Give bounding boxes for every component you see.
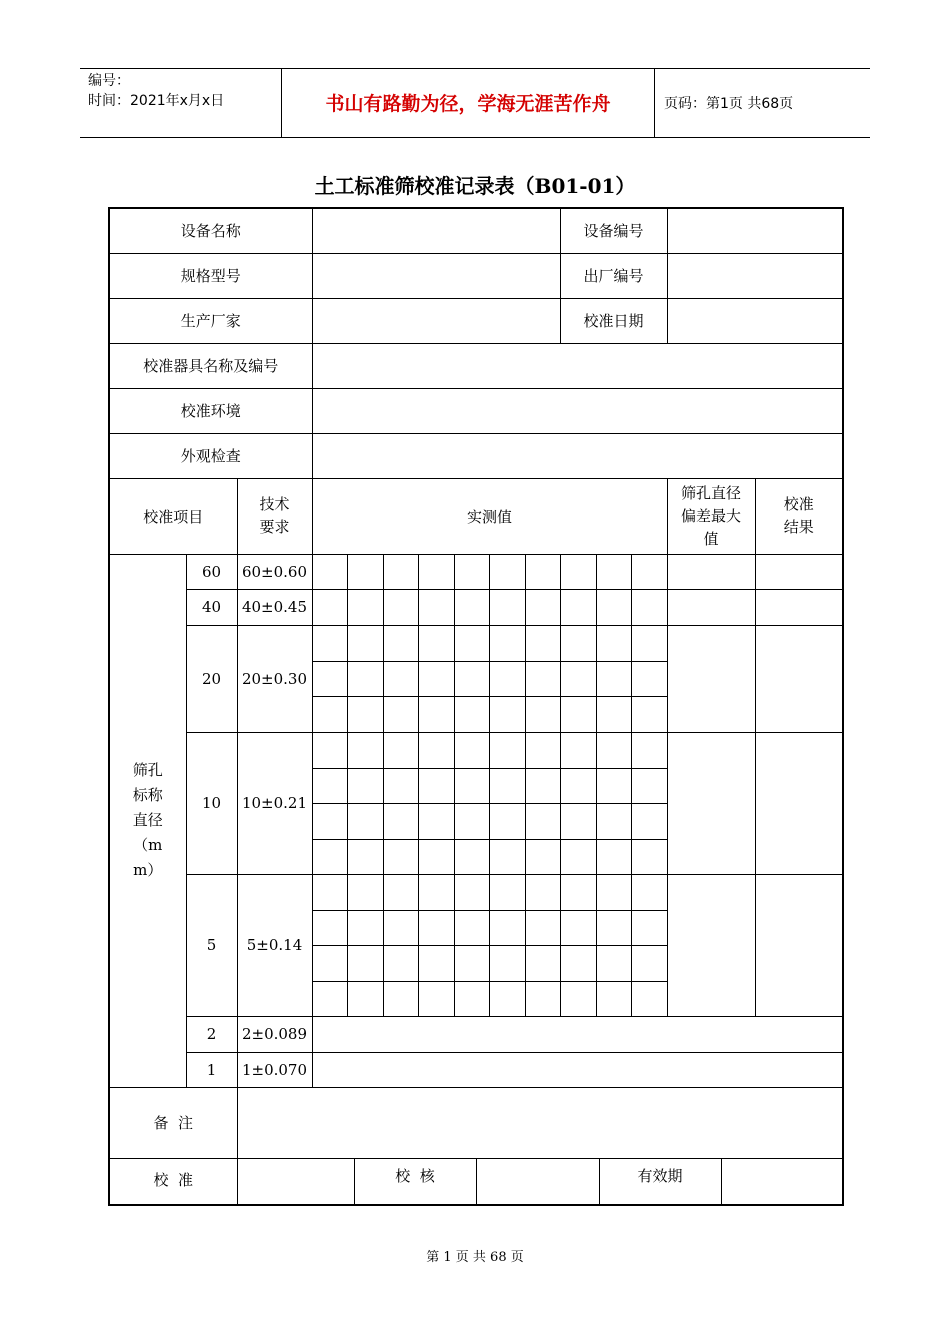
- item-header: 校准项目: [109, 478, 237, 554]
- measured-cell[interactable]: [347, 910, 383, 945]
- page-header: [80, 68, 870, 138]
- measured-cell[interactable]: [418, 768, 454, 803]
- measured-cell[interactable]: [312, 768, 347, 803]
- measured-cell[interactable]: [312, 839, 347, 874]
- sieve-size: 20: [186, 625, 237, 732]
- measured-cell[interactable]: [454, 945, 489, 981]
- result-cell[interactable]: [755, 732, 843, 874]
- measured-cell[interactable]: [312, 554, 347, 589]
- device-name-value[interactable]: [312, 208, 560, 253]
- appearance-value[interactable]: [312, 433, 843, 478]
- validity-label: 有效期: [599, 1159, 721, 1204]
- measured-cell[interactable]: [418, 945, 454, 981]
- sieve-row: [109, 732, 843, 768]
- measured-cell[interactable]: [347, 803, 383, 839]
- environment-label: 校准环境: [109, 388, 312, 433]
- measured-cell[interactable]: [383, 803, 418, 839]
- sieve-row: [109, 1016, 843, 1052]
- measured-cell[interactable]: [525, 554, 560, 589]
- measured-cell[interactable]: [525, 803, 560, 839]
- measured-cell[interactable]: [312, 696, 347, 732]
- measured-cell[interactable]: [418, 981, 454, 1016]
- manufacturer-value[interactable]: [312, 298, 560, 343]
- sieve-value-cell[interactable]: [312, 1052, 843, 1087]
- measured-cell[interactable]: [631, 981, 667, 1016]
- measured-cell[interactable]: [312, 661, 347, 696]
- calibration-table: [108, 207, 844, 1206]
- measured-cell[interactable]: [347, 768, 383, 803]
- result-header: [755, 478, 843, 554]
- measured-cell[interactable]: [347, 625, 383, 661]
- measured-cell[interactable]: [560, 696, 596, 732]
- result-cell[interactable]: [755, 874, 843, 1016]
- measured-cell[interactable]: [383, 945, 418, 981]
- measured-cell[interactable]: [489, 839, 525, 874]
- tech-req-header: [237, 478, 312, 554]
- measured-cell[interactable]: [383, 839, 418, 874]
- deviation-cell[interactable]: [667, 874, 755, 1016]
- measured-cell[interactable]: [596, 839, 631, 874]
- measured-cell[interactable]: [347, 945, 383, 981]
- measured-cell[interactable]: [525, 732, 560, 768]
- signature-subtable: [238, 1159, 843, 1204]
- measured-cell[interactable]: [383, 661, 418, 696]
- measured-cell[interactable]: [347, 589, 383, 625]
- factory-no-value[interactable]: [667, 253, 843, 298]
- measured-cell[interactable]: [312, 981, 347, 1016]
- measured-cell[interactable]: [312, 910, 347, 945]
- sieve-value-cell[interactable]: [312, 1016, 843, 1052]
- sieve-requirement: 40±0.45: [237, 589, 312, 625]
- measured-cell[interactable]: [312, 945, 347, 981]
- measured-cell[interactable]: [383, 910, 418, 945]
- measured-cell[interactable]: [560, 554, 596, 589]
- measured-cell[interactable]: [489, 910, 525, 945]
- measured-cell[interactable]: [383, 696, 418, 732]
- device-no-value[interactable]: [667, 208, 843, 253]
- measured-cell[interactable]: [418, 839, 454, 874]
- measured-cell[interactable]: [525, 839, 560, 874]
- measured-cell[interactable]: [560, 589, 596, 625]
- measured-cell[interactable]: [596, 696, 631, 732]
- instrument-value[interactable]: [312, 343, 843, 388]
- measured-cell[interactable]: [454, 625, 489, 661]
- measured-cell[interactable]: [525, 625, 560, 661]
- measured-cell[interactable]: [454, 874, 489, 910]
- sieve-row: [109, 589, 843, 625]
- measured-cell[interactable]: [596, 625, 631, 661]
- deviation-cell[interactable]: [667, 625, 755, 732]
- measured-cell[interactable]: [525, 910, 560, 945]
- measured-cell[interactable]: [525, 874, 560, 910]
- measured-cell[interactable]: [312, 589, 347, 625]
- measured-cell[interactable]: [525, 589, 560, 625]
- device-name-label: 设备名称: [109, 208, 312, 253]
- measured-cell[interactable]: [383, 874, 418, 910]
- header-meta: [88, 71, 278, 111]
- measured-cell[interactable]: [525, 981, 560, 1016]
- sieve-requirement: 20±0.30: [237, 625, 312, 732]
- measured-cell[interactable]: [418, 803, 454, 839]
- deviation-cell[interactable]: [667, 732, 755, 874]
- measured-cell[interactable]: [454, 803, 489, 839]
- sieve-requirement: 60±0.60: [237, 554, 312, 589]
- result-cell[interactable]: [755, 625, 843, 732]
- measured-cell[interactable]: [525, 768, 560, 803]
- deviation-cell[interactable]: [667, 554, 755, 589]
- measured-cell[interactable]: [596, 589, 631, 625]
- info-row: [109, 298, 843, 343]
- measured-cell[interactable]: [454, 910, 489, 945]
- signature-group: [237, 1158, 843, 1205]
- measured-cell[interactable]: [560, 981, 596, 1016]
- measured-cell[interactable]: [454, 696, 489, 732]
- measured-cell[interactable]: [383, 732, 418, 768]
- calibrate-value[interactable]: [238, 1159, 355, 1204]
- measured-cell[interactable]: [454, 732, 489, 768]
- measured-cell[interactable]: [418, 696, 454, 732]
- measured-cell[interactable]: [631, 554, 667, 589]
- measured-cell[interactable]: [347, 981, 383, 1016]
- check-value[interactable]: [476, 1159, 599, 1204]
- measured-cell[interactable]: [525, 696, 560, 732]
- measured-cell[interactable]: [489, 661, 525, 696]
- sieve-size: 60: [186, 554, 237, 589]
- measured-cell[interactable]: [347, 732, 383, 768]
- measured-cell[interactable]: [489, 768, 525, 803]
- measured-cell[interactable]: [631, 768, 667, 803]
- measured-cell[interactable]: [489, 732, 525, 768]
- factory-no-label: 出厂编号: [560, 253, 667, 298]
- calib-date-value[interactable]: [667, 298, 843, 343]
- measured-cell[interactable]: [312, 732, 347, 768]
- measured-cell[interactable]: [418, 661, 454, 696]
- info-row: [109, 388, 843, 433]
- measured-cell[interactable]: [383, 768, 418, 803]
- measured-cell[interactable]: [631, 803, 667, 839]
- measured-cell[interactable]: [489, 981, 525, 1016]
- measured-cell[interactable]: [596, 554, 631, 589]
- measured-cell[interactable]: [489, 874, 525, 910]
- sieve-size: 40: [186, 589, 237, 625]
- device-no-label: 设备编号: [560, 208, 667, 253]
- sieve-size: 5: [186, 874, 237, 1016]
- environment-value[interactable]: [312, 388, 843, 433]
- result-cell[interactable]: [755, 589, 843, 625]
- sieve-requirement: 2±0.089: [237, 1016, 312, 1052]
- measured-cell[interactable]: [312, 625, 347, 661]
- measured-cell[interactable]: [631, 910, 667, 945]
- measured-cell[interactable]: [596, 732, 631, 768]
- check-label: 校 核: [354, 1159, 476, 1204]
- measured-cell[interactable]: [347, 661, 383, 696]
- info-row: [109, 433, 843, 478]
- sieve-requirement: 5±0.14: [237, 874, 312, 1016]
- sieve-size: 1: [186, 1052, 237, 1087]
- page-footer: 第 1 页 共 68 页: [426, 1250, 524, 1265]
- measured-cell[interactable]: [560, 874, 596, 910]
- measured-cell[interactable]: [560, 803, 596, 839]
- measured-cell[interactable]: [454, 554, 489, 589]
- measured-cell[interactable]: [631, 589, 667, 625]
- spec-model-label: 规格型号: [109, 253, 312, 298]
- measured-cell[interactable]: [418, 910, 454, 945]
- measured-cell[interactable]: [596, 945, 631, 981]
- measured-cell[interactable]: [454, 981, 489, 1016]
- measured-cell[interactable]: [418, 732, 454, 768]
- measured-cell[interactable]: [312, 803, 347, 839]
- validity-value[interactable]: [721, 1159, 842, 1204]
- measured-cell[interactable]: [383, 554, 418, 589]
- measured-cell[interactable]: [560, 768, 596, 803]
- measured-cell[interactable]: [489, 696, 525, 732]
- measured-cell[interactable]: [454, 768, 489, 803]
- signature-row: [109, 1158, 843, 1205]
- remarks-label: 备 注: [109, 1087, 237, 1158]
- sieve-size: 10: [186, 732, 237, 874]
- measured-cell[interactable]: [560, 839, 596, 874]
- measured-cell[interactable]: [596, 910, 631, 945]
- time-label: 时间：2021年x月x日: [88, 93, 225, 109]
- result-cell[interactable]: [755, 554, 843, 589]
- measured-cell[interactable]: [631, 625, 667, 661]
- measured-cell[interactable]: [383, 589, 418, 625]
- sieve-row: [109, 554, 843, 589]
- info-row: [109, 343, 843, 388]
- measured-cell[interactable]: [560, 661, 596, 696]
- header-divider: [654, 69, 655, 137]
- nominal-diameter-text: 筛孔标称直径（mm）: [132, 761, 163, 879]
- measured-cell[interactable]: [383, 625, 418, 661]
- measured-cell[interactable]: [418, 625, 454, 661]
- measured-cell[interactable]: [489, 554, 525, 589]
- measured-cell[interactable]: [631, 874, 667, 910]
- deviation-text: 筛孔直径偏差最大值: [681, 483, 742, 548]
- column-header-row: [109, 478, 843, 554]
- deviation-header: [667, 478, 755, 554]
- measured-cell[interactable]: [454, 661, 489, 696]
- code-label: 编号：: [88, 73, 130, 89]
- calib-date-label: 校准日期: [560, 298, 667, 343]
- measured-cell[interactable]: [525, 661, 560, 696]
- measured-cell[interactable]: [489, 803, 525, 839]
- measured-cell[interactable]: [560, 910, 596, 945]
- tech-req-text: 技术要求: [259, 495, 290, 536]
- measured-cell[interactable]: [347, 554, 383, 589]
- measured-cell[interactable]: [418, 554, 454, 589]
- measured-cell[interactable]: [418, 589, 454, 625]
- result-text: 校准结果: [783, 495, 814, 536]
- header-motto: 书山有路勤为径，学海无涯苦作舟: [325, 93, 611, 115]
- measured-cell[interactable]: [596, 803, 631, 839]
- measured-cell[interactable]: [489, 589, 525, 625]
- header-page-info: 页码：第1页 共68页: [664, 96, 794, 112]
- measured-cell[interactable]: [454, 589, 489, 625]
- document-title: 土工标准筛校准记录表（B01-01）: [314, 174, 636, 198]
- measured-cell[interactable]: [489, 945, 525, 981]
- sieve-row: [109, 874, 843, 910]
- measured-cell[interactable]: [560, 625, 596, 661]
- sieve-requirement: 1±0.070: [237, 1052, 312, 1087]
- measured-cell[interactable]: [418, 874, 454, 910]
- measured-cell[interactable]: [596, 981, 631, 1016]
- measured-cell[interactable]: [347, 696, 383, 732]
- sieve-row: [109, 1052, 843, 1087]
- measured-cell[interactable]: [596, 768, 631, 803]
- nominal-diameter-label: [109, 554, 186, 1087]
- measured-header: 实测值: [312, 478, 667, 554]
- measured-cell[interactable]: [596, 661, 631, 696]
- spec-model-value[interactable]: [312, 253, 560, 298]
- measured-cell[interactable]: [560, 732, 596, 768]
- instrument-label: 校准器具名称及编号: [109, 343, 312, 388]
- manufacturer-label: 生产厂家: [109, 298, 312, 343]
- measured-cell[interactable]: [312, 874, 347, 910]
- measured-cell[interactable]: [596, 874, 631, 910]
- info-row: [109, 253, 843, 298]
- calibrate-label: 校 准: [109, 1158, 237, 1205]
- measured-cell[interactable]: [347, 874, 383, 910]
- measured-cell[interactable]: [631, 839, 667, 874]
- measured-cell[interactable]: [631, 945, 667, 981]
- appearance-label: 外观检查: [109, 433, 312, 478]
- remarks-row: [109, 1087, 843, 1158]
- measured-cell[interactable]: [525, 945, 560, 981]
- measured-cell[interactable]: [454, 839, 489, 874]
- measured-cell[interactable]: [560, 945, 596, 981]
- measured-cell[interactable]: [347, 839, 383, 874]
- measured-cell[interactable]: [631, 661, 667, 696]
- sieve-requirement: 10±0.21: [237, 732, 312, 874]
- measured-cell[interactable]: [631, 696, 667, 732]
- deviation-cell[interactable]: [667, 589, 755, 625]
- info-row: [109, 208, 843, 253]
- sieve-row: [109, 625, 843, 661]
- sieve-size: 2: [186, 1016, 237, 1052]
- measured-cell[interactable]: [631, 732, 667, 768]
- remarks-value[interactable]: [237, 1087, 843, 1158]
- measured-cell[interactable]: [383, 981, 418, 1016]
- measured-cell[interactable]: [489, 625, 525, 661]
